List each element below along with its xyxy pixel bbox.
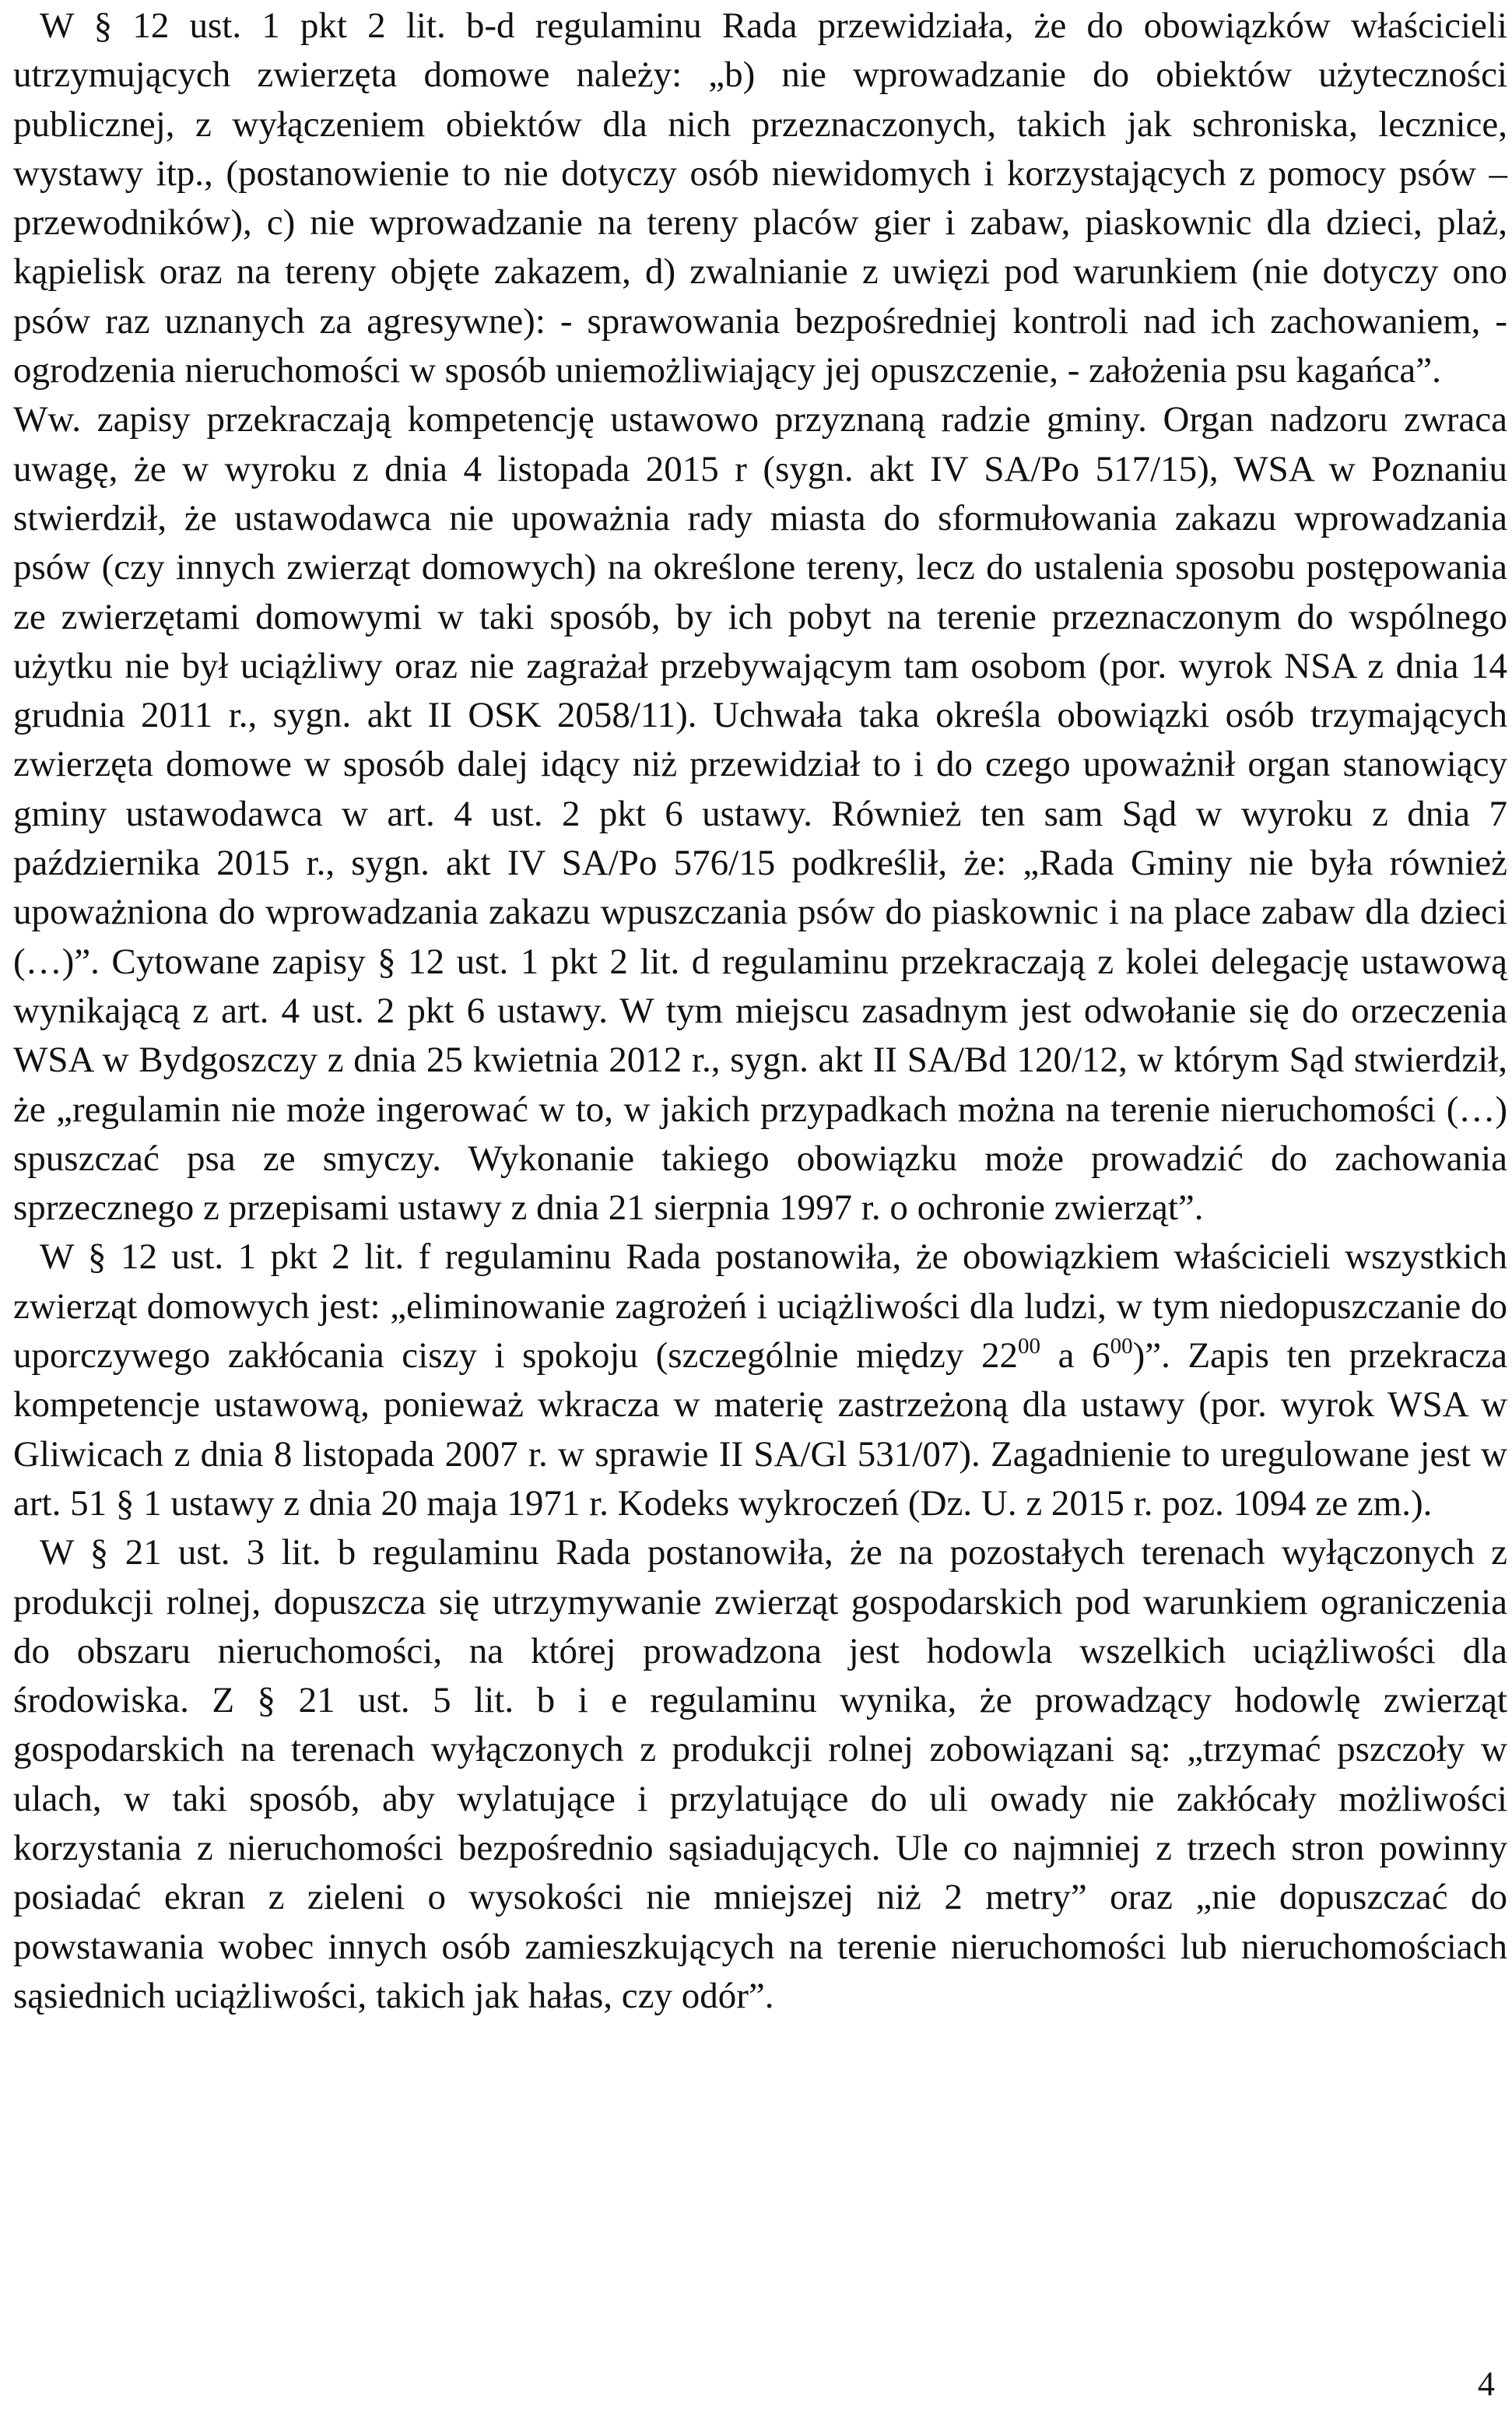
page-number: 4 [1478, 2365, 1495, 2403]
paragraph-regulation-12-f [13, 1233, 1507, 1528]
paragraph-text-middle: a 6 [1040, 1335, 1110, 1377]
paragraph-competence-analysis: Ww. zapisy przekraczają kompetencję ustawowo przyznaną radzie gminy. Organ nadzoru zwraca uwagę, że w wyroku z dnia 4 listopada 2015 r (sygn. akt IV SA/Po 517/15), WSA w Poznaniu stwierdził, że ustawodawca nie upoważnia rady miasta do sformułowania zakazu wprowadzania psów (czy innych zwierząt domowych) na określone tereny, lecz do ustalenia sposobu postępowania ze zwierzętami domowymi w taki sposób, by ich pobyt na terenie przeznaczonym do wspólnego użytku nie był uciążliwy oraz nie zagrażał przebywającym tam osobom (por. wyrok NSA z dnia 14 grudnia 2011 r., sygn. akt II OSK 2058/11). Uchwała taka określa obowiązki osób trzymających zwierzęta domowe w sposób dalej idący niż przewidział to i do czego upoważnił organ stanowiący gminy ustawodawca w art. 4 ust. 2 pkt 6 ustawy. Również ten sam Sąd w wyroku z dnia 7 października 2015 r., sygn. akt IV SA/Po 576/15 podkreślił, że: „Rada Gminy nie była również upoważniona do wprowadzania zakazu wpuszczania psów do piaskownic i na place zabaw dla dzieci (…)”. Cytowane zapisy § 12 ust. 1 pkt 2 lit. d regulaminu przekraczają z kolei delegację ustawową wynikającą z art. 4 ust. 2 pkt 6 ustawy. W tym miejscu zasadnym jest odwołanie się do orzeczenia WSA w Bydgoszczy z dnia 25 kwietnia 2012 r., sygn. akt II SA/Bd 120/12, w którym Sąd stwierdził, że „regulamin nie może ingerować w to, w jakich przypadkach można na terenie nieruchomości (…) spuszczać psa ze smyczy. Wykonanie takiego obowiązku może prowadzić do zachowania sprzecznego z przepisami ustawy z dnia 21 sierpnia 1997 r. o ochronie zwierząt”. [13, 399, 1507, 1229]
time-superscript-6: 00 [1110, 1334, 1133, 1359]
paragraph-regulation-12-b-d: W § 12 ust. 1 pkt 2 lit. b-d regulaminu Rada przewidziała, że do obowiązków właścicieli utrzymujących zwierzęta domowe należy: „b) nie wprowadzanie do obiektów użyteczności publicznej, z wyłączeniem obiektów dla nich przeznaczonych, takich jak schroniska, lecznice, wystawy itp., (postanowienie to nie dotyczy osób niewidomych i korzystających z pomocy psów – przewodników), c) nie wprowadzanie na tereny placów gier i zabaw, piaskownic dla dzieci, plaż, kąpielisk oraz na tereny objęte zakazem, d) zwalnianie z uwięzi pod warunkiem (nie dotyczy ono psów raz uznanych za agresywne): - sprawowania bezpośredniej kontroli nad ich zachowaniem, - ogrodzenia nieruchomości w sposób uniemożliwiający jej opuszczenie, - założenia psu kagańca”. [13, 5, 1507, 391]
time-superscript-22: 00 [1018, 1334, 1041, 1359]
paragraph-text-before: W § 12 ust. 1 pkt 2 lit. f regulaminu Rada postanowiła, że obowiązkiem właścicieli wszystkich zwierząt domowych jest: „eliminowanie zagrożeń i uciążliwości dla ludzi, w tym niedopuszczanie do uporczywego zakłócania ciszy i spokoju (szczególnie między 22 [13, 1236, 1507, 1377]
paragraph-text-after: )”. Zapis ten przekracza kompetencje ustawową, ponieważ wkracza w materię zastrzeżoną dla ustawy (por. wyrok WSA w Gliwicach z dnia 8 listopada 2007 r. w sprawie II SA/Gl 531/07). Zagadnienie to uregulowane jest w art. 51 § 1 ustawy z dnia 20 maja 1971 r. Kodeks wykroczeń (Dz. U. z 2015 r. poz. 1094 ze zm.). [13, 1335, 1507, 1524]
paragraph-regulation-21: W § 21 ust. 3 lit. b regulaminu Rada postanowiła, że na pozostałych terenach wyłączonych z produkcji rolnej, dopuszcza się utrzymywanie zwierząt gospodarskich pod warunkiem ograniczenia do obszaru nieruchomości, na której prowadzona jest hodowla wszelkich uciążliwości dla środowiska. Z § 21 ust. 5 lit. b i e regulaminu wynika, że prowadzący hodowlę zwierząt gospodarskich na terenach wyłączonych z produkcji rolnej zobowiązani są: „trzymać pszczoły w ulach, w taki sposób, aby wylatujące i przylatujące do uli owady nie zakłócały możliwości korzystania z nieruchomości bezpośrednio sąsiadujących. Ule co najmniej z trzech stron powinny posiadać ekran z zieleni o wysokości nie mniejszej niż 2 metry” oraz „nie dopuszczać do powstawania wobec innych osób zamieszkujących na terenie nieruchomości lub nieruchomościach sąsiednich uciążliwości, takich jak hałas, czy odór”. [13, 1532, 1507, 2016]
document-body [13, 2, 1507, 2021]
